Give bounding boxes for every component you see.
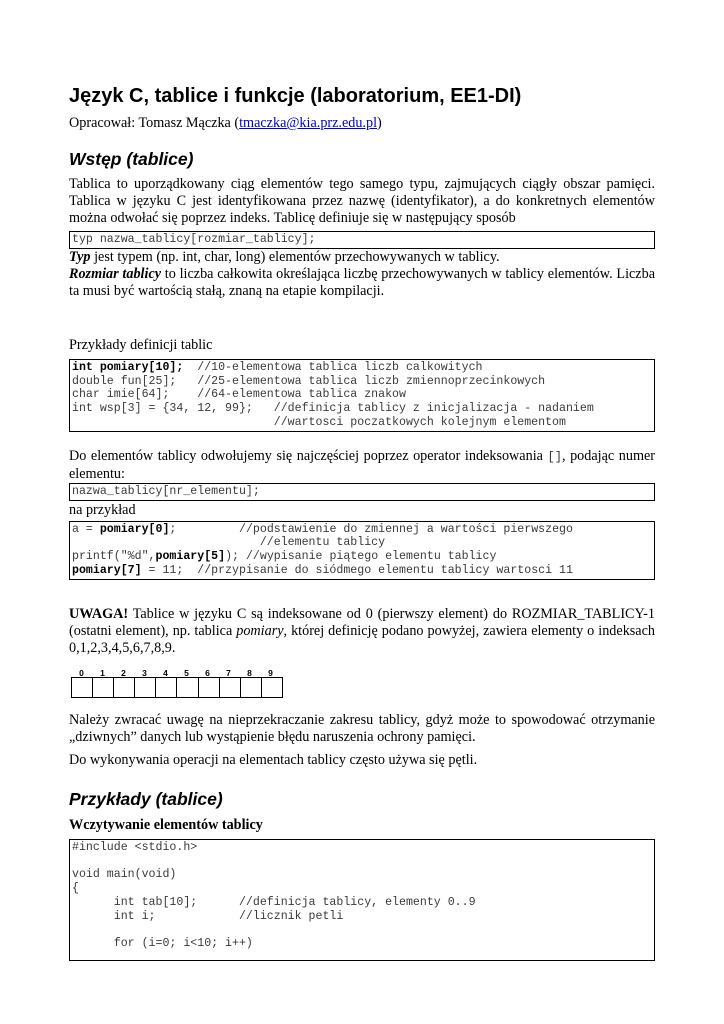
array-index-labels bbox=[71, 665, 283, 677]
author-suffix: ) bbox=[377, 115, 382, 131]
array-index-label: 3 bbox=[142, 667, 147, 678]
code-text: a = bbox=[72, 522, 100, 536]
code-line: int tab[10]; //definicja tablicy, elementy 0..9 bbox=[72, 895, 476, 909]
code-line bbox=[72, 523, 652, 537]
code-text: ); //wypisanie piątego elementu tablicy bbox=[225, 550, 497, 564]
code-text: int wsp[3] = {34, 12, 99}; //definicja tablicy z inicjalizacja - nadaniem bbox=[72, 402, 594, 416]
code-line: #include <stdio.h> bbox=[72, 840, 198, 854]
examples-label: Przykłady definicji tablic bbox=[69, 336, 213, 353]
typ-paragraph bbox=[69, 249, 655, 266]
code-line bbox=[72, 416, 652, 430]
code-line bbox=[72, 375, 652, 389]
code-line: int i; //licznik petli bbox=[72, 909, 344, 923]
code-line bbox=[72, 388, 652, 402]
definition-code-block bbox=[69, 359, 655, 432]
code-text: ", bbox=[141, 550, 156, 564]
code-bold: pomiary[7] bbox=[72, 563, 142, 577]
array-index-label: 0 bbox=[79, 667, 84, 678]
array-index-label: 8 bbox=[247, 667, 252, 678]
code-text: double fun[25]; //25-elementowa tablica liczb zmiennoprzecinkowych bbox=[72, 374, 546, 388]
array-index-label: 7 bbox=[226, 667, 231, 678]
section-heading-przyklady: Przykłady (tablice) bbox=[69, 788, 223, 809]
access-syntax-box: nazwa_tablicy[nr_elementu]; bbox=[69, 483, 655, 501]
page-title: Język C, tablice i funkcje (laboratorium, EE1-DI) bbox=[69, 85, 522, 107]
section-heading-wstep: Wstęp (tablice) bbox=[69, 149, 194, 169]
code-text: = 11; //przypisanie do siódmego elementu tablicy wartosci 11 bbox=[141, 563, 573, 577]
code-bold: pomiary[5] bbox=[155, 550, 226, 564]
author-email-link[interactable]: tmaczka@kia.prz.edu.pl bbox=[239, 115, 378, 131]
code-text: printf(" bbox=[72, 550, 128, 564]
loop-paragraph: Do wykonywania operacji na elementach tablicy często używa się pętli. bbox=[69, 751, 478, 768]
code-text: //wartosci poczatkowych kolejnym elementom bbox=[72, 415, 566, 429]
code-line bbox=[72, 550, 652, 564]
array-index-label: 4 bbox=[163, 667, 168, 678]
code-text: //10-elementowa tablica liczb calkowitych bbox=[183, 360, 483, 374]
code-line: { bbox=[72, 882, 79, 896]
access-text-b: , podając numer elementu: bbox=[69, 447, 656, 482]
author-line bbox=[69, 115, 655, 132]
code-line: for (i=0; i<10; i++) bbox=[72, 937, 253, 951]
author-prefix: Opracował: Tomasz Mączka ( bbox=[69, 115, 240, 131]
rozmiar-paragraph bbox=[69, 266, 655, 300]
code-line bbox=[72, 361, 652, 375]
document-page bbox=[69, 84, 655, 961]
code-text: %d bbox=[127, 550, 142, 564]
bounds-paragraph: Należy zwracać uwagę na nieprzekraczanie zakresu tablicy, gdyż może to spowodować otrzymanie „dziwnych” danych lub wystąpienie błędu naruszenia ochrony pamięci. bbox=[69, 711, 655, 745]
array-index-label: 2 bbox=[121, 667, 126, 678]
code-text: //elementu tablicy bbox=[72, 536, 386, 550]
array-index-label: 1 bbox=[100, 667, 105, 678]
rozmiar-desc: to liczba całkowita określająca liczbę przechowywanych w tablicy elementów. Liczba ta musi być wartością stałą, znaną na etapie kompilacji. bbox=[69, 265, 655, 299]
code-line bbox=[72, 536, 652, 550]
code-line bbox=[72, 855, 652, 869]
code-line bbox=[72, 402, 652, 416]
code-text: char imie[64]; //64-elementowa tablica znakow bbox=[72, 388, 406, 402]
code-bold: pomiary[0] bbox=[99, 522, 170, 536]
code-line: void main(void) bbox=[72, 868, 177, 882]
typ-desc: jest typem (np. int, char, long) elementów przechowywanych w tablicy. bbox=[90, 248, 500, 265]
typ-term: Typ bbox=[69, 248, 91, 265]
usage-code-block bbox=[69, 521, 655, 580]
array-index-label: 5 bbox=[184, 667, 189, 678]
array-index-label: 9 bbox=[268, 667, 273, 678]
warning-italic: pomiary bbox=[236, 622, 284, 639]
code-line bbox=[72, 564, 652, 578]
subheading-wczytywanie: Wczytywanie elementów tablicy bbox=[69, 816, 263, 833]
na-przyklad-label: na przykład bbox=[69, 501, 136, 518]
array-index-label: 6 bbox=[205, 667, 210, 678]
code-bold: int pomiary[10]; bbox=[72, 360, 184, 374]
warning-paragraph bbox=[69, 606, 655, 657]
code-text: ; //podstawienie do zmiennej a wartości pierwszego bbox=[169, 522, 573, 536]
read-code-block bbox=[69, 839, 655, 961]
access-paragraph bbox=[69, 448, 655, 483]
syntax-box: typ nazwa_tablicy[rozmiar_tablicy]; bbox=[69, 231, 655, 249]
code-line bbox=[72, 924, 652, 938]
warning-text-a: Tablice w języku C są indeksowane od 0 (pierwszy element) do ROZMIAR_TABLICY-1 (ostatni element), np. tablica bbox=[69, 605, 655, 639]
index-operator: [] bbox=[547, 449, 562, 464]
array-diagram bbox=[71, 665, 655, 698]
access-text-a: Do elementów tablicy odwołujemy się najczęściej poprzez operator indeksowania bbox=[69, 447, 548, 464]
rozmiar-term: Rozmiar tablicy bbox=[69, 265, 162, 282]
warning-text-b: , której definicję podano powyżej, zawiera elementy o indeksach 0,1,2,3,4,5,6,7,8,9. bbox=[69, 622, 655, 656]
intro-paragraph: Tablica to uporządkowany ciąg elementów tego samego typu, zajmujących ciągły obszar pamięci. Tablica w języku C jest identyfikowana przez nazwę (identyfikator), a do konkretnych elementów można odwołać się poprzez indeks. Tablicę definiuje się w następujący sposób bbox=[69, 176, 655, 226]
warning-label: UWAGA! bbox=[69, 605, 129, 622]
